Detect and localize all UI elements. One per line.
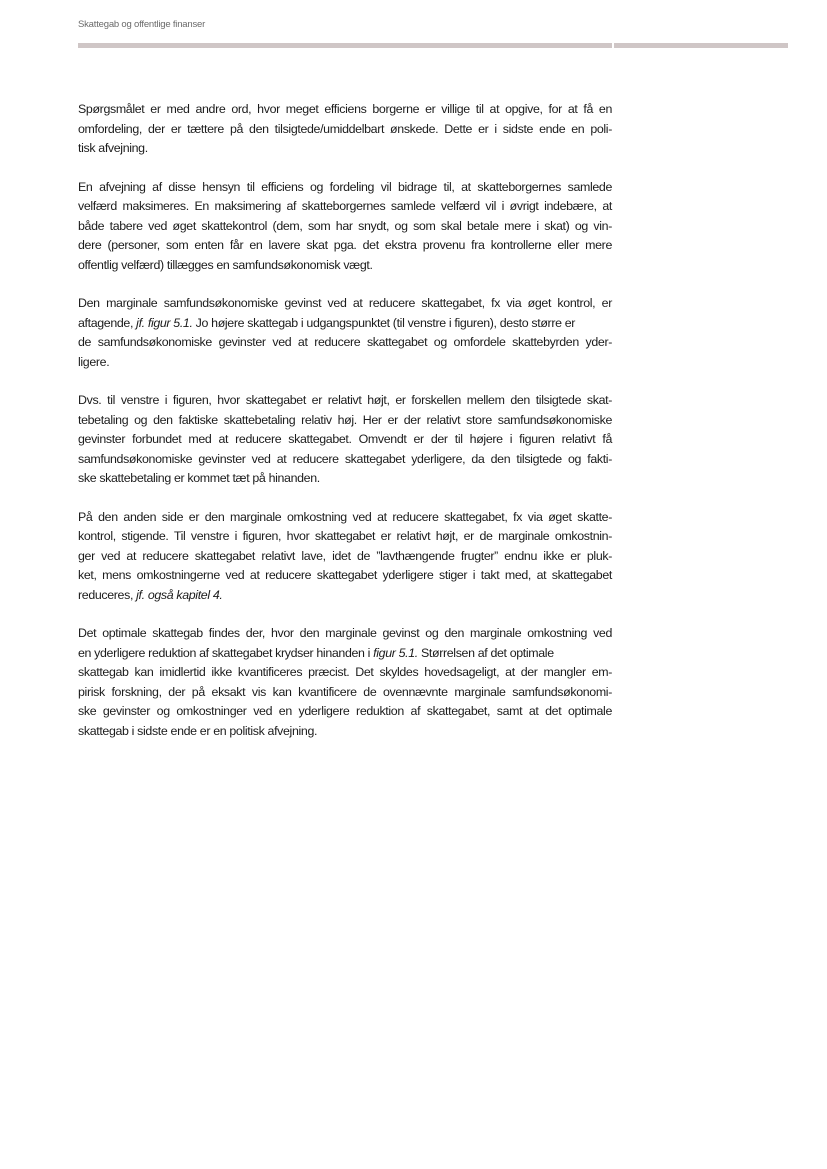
text-line-with-reference bbox=[78, 314, 612, 334]
text-line: tebetaling og den faktiske skattebetaling relativ høj. Her er der relativt store samfundsøkonomiske bbox=[78, 412, 612, 427]
text-fragment: en yderligere reduktion af skattegabet krydser hinanden i bbox=[78, 645, 374, 660]
text-line: Dvs. til venstre i figuren, hvor skattegabet er relativt højt, er forskellen mellem den tilsigtede skat- bbox=[78, 393, 612, 407]
figure-reference: jf. figur 5.1. bbox=[136, 315, 193, 330]
text-line: pirisk forskning, der på eksakt vis kan kvantificere de ovennævnte marginale samfundsøkonomi- bbox=[78, 684, 612, 699]
text-line: En afvejning af disse hensyn til efficiens og fordeling vil bidrage til, at skatteborgernes samlede bbox=[78, 179, 612, 194]
text-line: ket, mens omkostningerne ved at reducere skattegabet yderligere stiger i takt med, at skattegabet bbox=[78, 568, 612, 582]
text-line: offentlig velfærd) tillægges en samfundsøkonomisk vægt. bbox=[78, 257, 373, 272]
text-line: ligere. bbox=[78, 354, 110, 369]
text-fragment: Jo højere skattegab i udgangspunktet (til venstre i figuren), desto større er bbox=[192, 315, 576, 330]
text-line: samfundsøkonomiske gevinster ved at reducere skattegabet yderligere, da den tilsigtede og fakti- bbox=[78, 451, 612, 466]
paragraph-1 bbox=[78, 100, 612, 159]
text-line: Det optimale skattegab findes der, hvor den marginale gevinst og den marginale omkostning ved bbox=[78, 626, 612, 640]
figure-reference: figur 5.1. bbox=[373, 645, 418, 660]
paragraph-6 bbox=[78, 624, 612, 741]
text-line: velfærd maksimeres. En maksimering af skatteborgernes samlede velfærd vil i øvrigt indebære, at bbox=[78, 199, 612, 213]
text-line: omfordeling, der er tættere på den tilsigtede/umiddelbart ønskede. Dette er i sidste ende en poli- bbox=[78, 121, 612, 136]
paragraph-4 bbox=[78, 391, 612, 489]
text-line: gevinster forbundet med at reducere skattegabet. Omvendt er der til højere i figuren relativt få bbox=[78, 432, 612, 446]
paragraph-3 bbox=[78, 294, 612, 372]
text-line-with-reference bbox=[78, 644, 612, 664]
text-line-with-reference bbox=[78, 586, 612, 606]
running-header-title: Skattegab og offentlige finanser bbox=[78, 19, 206, 30]
text-line: ske gevinster og omkostninger ved en yderligere reduktion af skattegabet, samt at det optimale bbox=[78, 704, 612, 718]
header-rule bbox=[78, 43, 788, 48]
text-fragment: reduceres, bbox=[78, 587, 137, 602]
paragraph-2 bbox=[78, 178, 612, 276]
text-line: ske skattebetaling er kommet tæt på hinanden. bbox=[78, 471, 320, 485]
text-line: skattegab i sidste ende er en politisk afvejning. bbox=[78, 723, 318, 738]
chapter-reference: jf. også kapitel 4. bbox=[136, 587, 223, 602]
text-line: de samfundsøkonomiske gevinster ved at reducere skattegabet og omfordele skattebyrden yder- bbox=[78, 335, 612, 349]
text-fragment: Størrelsen af det optimale bbox=[417, 645, 554, 660]
text-line: både tabere ved øget skattekontrol (dem, som har snydt, og som skal betale mere i skat) og vin- bbox=[78, 218, 612, 233]
text-line: Den marginale samfundsøkonomiske gevinst ved at reducere skattegabet, fx via øget kontrol, er bbox=[78, 296, 612, 310]
text-line: Spørgsmålet er med andre ord, hvor meget efficiens borgerne er villige til at opgive, for at få en bbox=[78, 102, 612, 116]
text-line: ger ved at reducere skattegabet relativt lave, idet de ”lavthængende frugter” endnu ikke er pluk- bbox=[78, 548, 612, 563]
text-line: tisk afvejning. bbox=[78, 141, 148, 155]
text-line: skattegab kan imidlertid ikke kvantificeres præcist. Det skyldes hovedsageligt, at der mangler em- bbox=[78, 665, 612, 679]
body-text bbox=[78, 100, 612, 760]
text-line: På den anden side er den marginale omkostning ved at reducere skattegabet, fx via øget skatte- bbox=[78, 509, 612, 524]
text-fragment: aftagende, bbox=[78, 315, 137, 330]
text-line: kontrol, stigende. Til venstre i figuren, hvor skattegabet er relativt højt, er de marginale omkostnin- bbox=[78, 529, 612, 543]
header-rule-divider bbox=[612, 43, 614, 48]
paragraph-5 bbox=[78, 508, 612, 606]
text-line: dere (personer, som enten får en lavere skat pga. det ekstra provenu fra kontrollerne eller mere bbox=[78, 238, 612, 252]
